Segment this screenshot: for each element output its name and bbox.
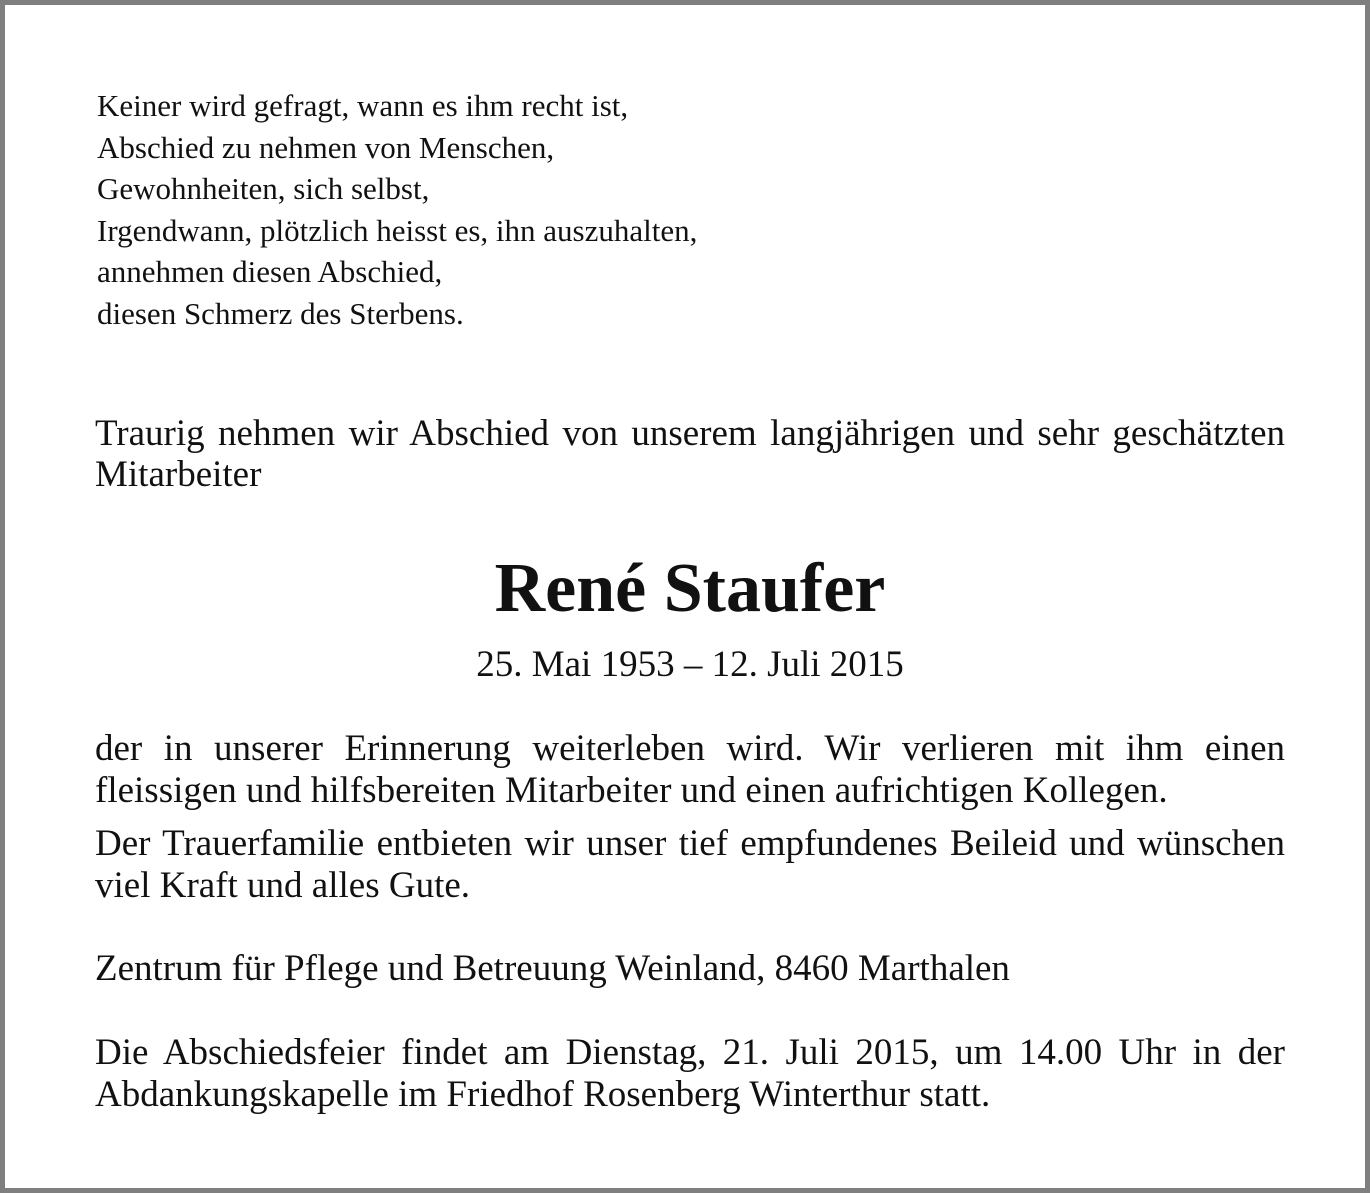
intro-text: Traurig nehmen wir Abschied von unserem langjährigen und sehr geschätzten Mitarbeiter [95,413,1285,495]
poem-line: diesen Schmerz des Sterbens. [97,295,464,331]
deceased-name: René Staufer [494,550,886,627]
memory-paragraph: der in unserer Erinnerung weiterleben wird. Wir verlieren mit ihm einen fleissigen und hilfsbereiten Mitarbeiter und einen aufrichtigen Kollegen. [95,728,1285,811]
poem-line: Abschied zu nehmen von Menschen, [97,129,555,165]
poem-line: Gewohnheiten, sich selbst, [97,171,430,207]
poem-line: Irgendwann, plötzlich heisst es, ihn auszuhalten, [97,212,698,248]
poem-line: Keiner wird gefragt, wann es ihm recht ist, [97,88,629,123]
sender-line: Zentrum für Pflege und Betreuung Weinland, 8460 Marthalen [95,948,1010,989]
life-dates: 25. Mai 1953 – 12. Juli 2015 [476,644,904,685]
condolence-paragraph: Der Trauerfamilie entbieten wir unser tief empfundenes Beileid und wünschen viel Kraft und alles Gute. [95,823,1285,906]
poem-verse [97,85,997,335]
ceremony-paragraph: Die Abschiedsfeier findet am Dienstag, 21. Juli 2015, um 14.00 Uhr in der Abdankungskapelle im Friedhof Rosenberg Winterthur statt. [95,1032,1285,1115]
poem-line: annehmen diesen Abschied, [97,254,443,290]
